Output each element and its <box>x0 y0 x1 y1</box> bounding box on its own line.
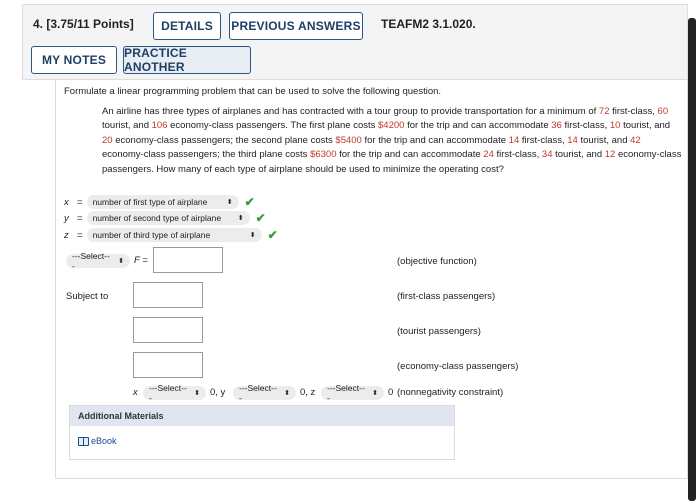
select-value: ---Select--- <box>149 383 187 403</box>
economy-constraint-input[interactable] <box>133 352 203 378</box>
checkmark-icon: ✔ <box>255 211 266 225</box>
variable-row-y <box>64 211 266 225</box>
additional-materials-panel <box>69 405 455 460</box>
problem-text-part: tourist, and <box>102 120 152 132</box>
select-value: ---Select--- <box>72 251 110 271</box>
select-value: ---Select--- <box>327 383 365 403</box>
select-value: number of second type of airplane <box>92 213 222 223</box>
equals-sign: = <box>77 212 83 224</box>
variable-row-z <box>64 228 278 242</box>
function-label: F = <box>134 255 148 266</box>
equals-sign: = <box>77 196 83 208</box>
variable-name: x <box>64 196 69 208</box>
highlighted-value: $4200 <box>378 120 405 132</box>
problem-text-part: for the trip and can accommodate <box>361 134 509 146</box>
problem-text-part: tourist, and <box>620 120 671 132</box>
problem-text-part: economy-class passengers. How many of each type of airplane should be used to minimize the operating cost? <box>102 149 682 175</box>
up-down-arrow-icon: ⬍ <box>372 390 378 397</box>
ebook-label: eBook <box>91 436 117 446</box>
up-down-arrow-icon: ⬍ <box>284 390 290 397</box>
checkmark-icon: ✔ <box>267 228 278 242</box>
highlighted-value: 60 <box>657 106 669 117</box>
variable-row-x <box>64 195 255 209</box>
variable-x-select[interactable] <box>87 195 239 209</box>
up-down-arrow-icon: ⬍ <box>237 215 244 222</box>
up-down-arrow-icon: ⬍ <box>194 390 200 397</box>
nonneg-x-select[interactable] <box>143 383 206 403</box>
up-down-arrow-icon: ⬍ <box>226 199 233 206</box>
practice-another-button[interactable]: PRACTICE ANOTHER <box>123 46 251 74</box>
select-value: ---Select--- <box>239 383 277 403</box>
scrollbar[interactable] <box>688 18 696 501</box>
nonneg-zero: 0 <box>388 387 394 398</box>
highlighted-value: 24 <box>483 149 494 161</box>
checkmark-icon: ✔ <box>244 195 255 209</box>
objective-type-select[interactable] <box>66 251 130 271</box>
nonneg-x-label: x <box>133 387 138 398</box>
objective-function-label: (objective function) <box>397 256 477 267</box>
question-header <box>22 4 688 80</box>
highlighted-value: 20 <box>102 134 113 146</box>
select-value: number of first type of airplane <box>92 197 208 207</box>
highlighted-value: 36 <box>551 120 562 132</box>
instructions: Formulate a linear programming problem that can be used to solve the following question. <box>64 86 442 97</box>
problem-text <box>102 105 682 177</box>
tourist-constraint-input[interactable] <box>133 317 203 343</box>
additional-materials-heading: Additional Materials <box>70 406 454 426</box>
problem-text-part: economy-class passengers. The first plane costs <box>167 120 379 132</box>
highlighted-value: $5400 <box>335 134 362 146</box>
problem-text-part: first-class, <box>561 120 610 132</box>
highlighted-value: $6300 <box>310 149 337 161</box>
highlighted-value: 12 <box>604 149 616 161</box>
variable-z-select[interactable] <box>87 228 262 242</box>
nonneg-y-select[interactable] <box>233 383 296 403</box>
problem-text-part: An airline has three types of airplanes and has contracted with a tour group to provide transportation for a minimum of <box>102 106 599 117</box>
problem-text-part: first-class, <box>519 134 568 146</box>
highlighted-value: 34 <box>541 149 553 161</box>
highlighted-value: 14 <box>567 134 578 146</box>
details-button[interactable]: DETAILS <box>153 12 221 40</box>
highlighted-value: 10 <box>609 120 621 132</box>
nonnegativity-constraint-label: (nonnegativity constraint) <box>397 387 504 398</box>
highlighted-value: 106 <box>151 120 168 132</box>
objective-function-input[interactable] <box>153 247 223 273</box>
select-value: number of third type of airplane <box>92 230 211 240</box>
question-code: TEAFM2 3.1.020. <box>381 17 476 31</box>
subject-to-label: Subject to <box>66 291 109 302</box>
variable-name: z <box>64 229 69 241</box>
problem-text-part: for the trip and can accommodate <box>404 120 552 132</box>
previous-answers-button[interactable]: PREVIOUS ANSWERS <box>229 12 363 40</box>
up-down-arrow-icon: ⬍ <box>118 258 124 265</box>
problem-text-part: first-class, <box>609 106 658 117</box>
highlighted-value: 14 <box>508 134 520 146</box>
book-icon <box>78 437 89 446</box>
equals-sign: = <box>77 229 83 241</box>
ebook-link[interactable] <box>78 436 117 446</box>
question-points: 4. [3.75/11 Points] <box>33 17 134 31</box>
economy-constraint-label: (economy-class passengers) <box>397 361 519 372</box>
my-notes-button[interactable]: MY NOTES <box>31 46 117 74</box>
nonneg-z-select[interactable] <box>321 383 384 403</box>
variable-y-select[interactable] <box>87 211 250 225</box>
problem-text-part: first-class, <box>493 149 542 161</box>
problem-text-part: economy-class passengers; the second plane costs <box>112 134 336 146</box>
nonneg-separator: 0, z <box>300 387 316 398</box>
up-down-arrow-icon: ⬍ <box>249 232 256 239</box>
first-class-constraint-label: (first-class passengers) <box>397 291 496 302</box>
highlighted-value: 72 <box>598 106 610 117</box>
nonneg-separator: 0, y <box>210 387 226 398</box>
highlighted-value: 42 <box>630 134 641 146</box>
problem-text-part: economy-class passengers; the third plane costs <box>102 149 311 161</box>
problem-text-part: tourist, and <box>552 149 605 161</box>
variable-name: y <box>64 212 69 224</box>
problem-text-part: for the trip and can accommodate <box>336 149 484 161</box>
first-class-constraint-input[interactable] <box>133 282 203 308</box>
tourist-constraint-label: (tourist passengers) <box>397 326 481 337</box>
problem-text-part: tourist, and <box>577 134 631 146</box>
